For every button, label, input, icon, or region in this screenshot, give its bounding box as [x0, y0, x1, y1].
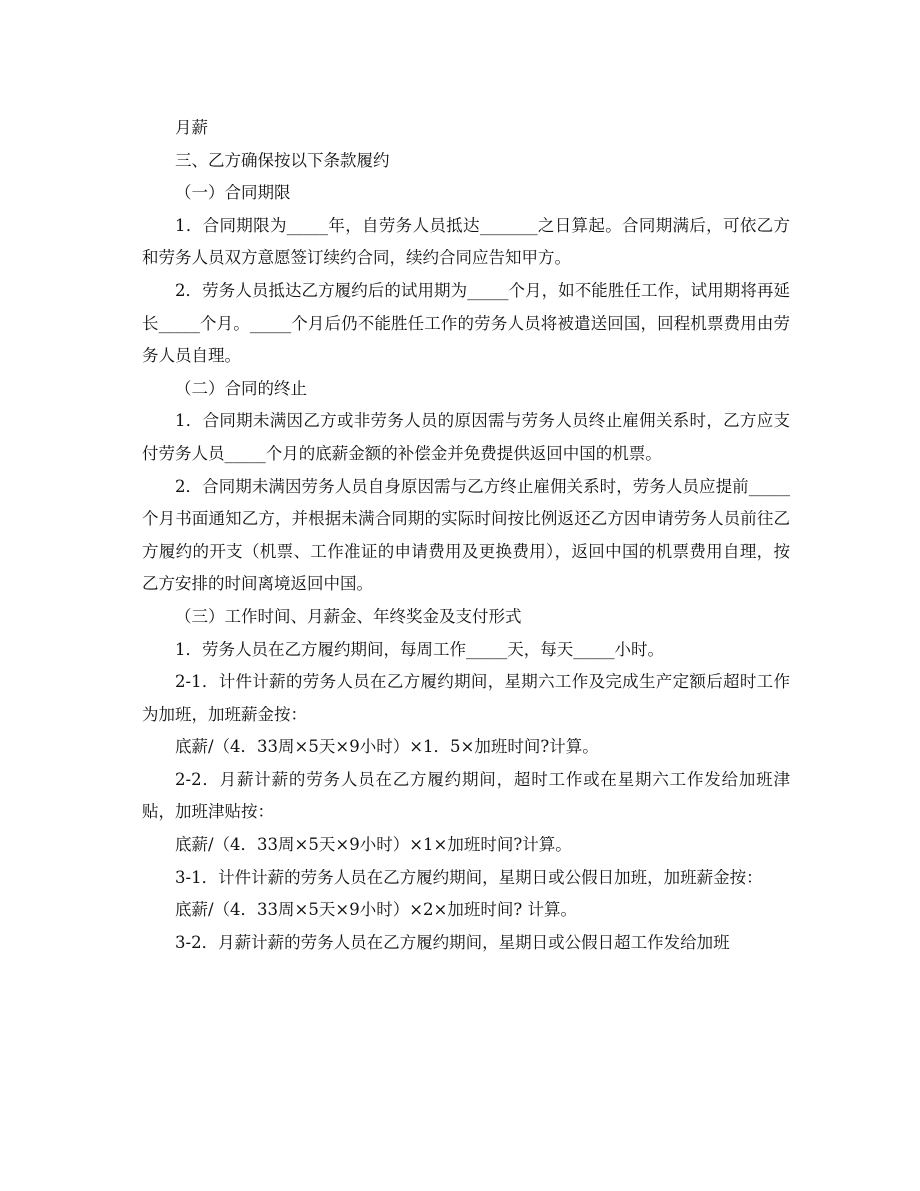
paragraph-term-2: 2．劳务人员抵达乙方履约后的试用期为_____个月，如不能胜任工作，试用期将再延长_____个月。_____个月后仍不能胜任工作的劳务人员将被遣送回国，回程机票费用由劳务人员自理。 [142, 280, 790, 366]
paragraph-overtime-3-1: 3-1．计件计薪的劳务人员在乙方履约期间，星期日或公假日加班，加班薪金按： [175, 867, 763, 887]
formula-overtime-3-1: 底薪/（4．33周×5天×9小时）×2×加班时间? 计算。 [175, 900, 577, 920]
subsection-heading-contract-term: （一）合同期限 [175, 183, 291, 203]
subsection-heading-work-time: （三）工作时间、月薪金、年终奖金及支付形式 [175, 606, 522, 626]
paragraph-work-time-1: 1．劳务人员在乙方履约期间，每周工作_____天，每天_____小时。 [175, 639, 664, 659]
paragraph-monthly-salary: 月薪 [175, 118, 208, 137]
paragraph-termination-1: 1．合同期未满因乙方或非劳务人员的原因需与劳务人员终止雇佣关系时，乙方应支付劳务人员_____个月的底薪金额的补偿金并免费提供返回中国的机票。 [142, 411, 790, 463]
document-body [142, 112, 790, 959]
paragraph-termination-2: 2．合同期未满因劳务人员自身原因需与乙方终止雇佣关系时，劳务人员应提前_____个月书面通知乙方，并根据未满合同期的实际时间按比例返还乙方因申请劳务人员前往乙方履约的开支（机票、工作准证的申请费用及更换费用），返回中国的机票费用自理，按乙方安排的时间离境返回中国。 [142, 476, 790, 594]
section-heading-3: 三、乙方确保按以下条款履约 [175, 150, 390, 170]
paragraph-overtime-2-1: 2-1．计件计薪的劳务人员在乙方履约期间，星期六工作及完成生产定额后超时工作为加班，加班薪金按： [142, 672, 790, 724]
formula-overtime-2-1: 底薪/（4．33周×5天×9小时）×1．5×加班时间?计算。 [175, 737, 599, 757]
subsection-heading-termination: （二）合同的终止 [175, 378, 307, 398]
formula-overtime-2-2: 底薪/（4．33周×5天×9小时）×1×加班时间?计算。 [175, 835, 572, 855]
paragraph-overtime-3-2: 3-2．月薪计薪的劳务人员在乙方履约期间，星期日或公假日超工作发给加班 [175, 932, 730, 952]
paragraph-overtime-2-2: 2-2．月薪计薪的劳务人员在乙方履约期间，超时工作或在星期六工作发给加班津贴，加班津贴按： [142, 769, 790, 822]
paragraph-term-1: 1．合同期限为_____年，自劳务人员抵达_______之日算起。合同期满后，可依乙方和劳务人员双方意愿签订续约合同，续约合同应告知甲方。 [142, 215, 790, 268]
